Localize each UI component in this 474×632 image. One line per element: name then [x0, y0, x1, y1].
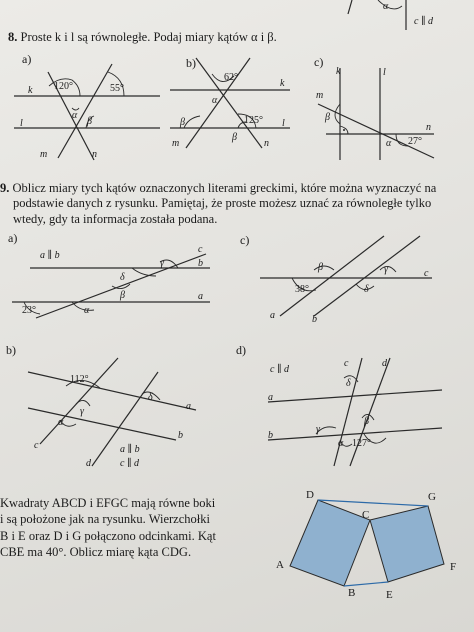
task9-number: 9. — [0, 181, 10, 195]
alpha: α — [338, 438, 344, 449]
segment-dg — [318, 500, 428, 506]
label-m: m — [40, 149, 48, 160]
gamma: γ — [384, 264, 388, 275]
dot — [343, 129, 345, 131]
angle-23: 23° — [22, 305, 36, 316]
angle-27: 27° — [408, 136, 422, 147]
vertex-f: F — [450, 561, 457, 573]
line-c — [36, 254, 206, 318]
sub-label: a) — [8, 231, 18, 245]
label-b: b — [198, 258, 203, 269]
vertex-a: A — [276, 559, 284, 571]
square-abcd — [290, 500, 370, 586]
delta: δ — [364, 284, 369, 295]
label-a: a — [270, 310, 275, 321]
square-efgc — [370, 506, 444, 582]
gamma: γ — [80, 406, 84, 417]
delta: δ — [346, 378, 351, 389]
vertex-d: D — [306, 489, 314, 501]
beta: β — [120, 290, 125, 301]
label-b: b — [178, 430, 183, 441]
alpha: α — [58, 417, 64, 428]
delta: δ — [120, 272, 125, 283]
angle-125: 125° — [244, 115, 263, 126]
alpha: α — [84, 305, 90, 316]
label-k: k — [336, 66, 341, 77]
label-m: m — [172, 138, 180, 149]
label-k: k — [28, 85, 33, 96]
gamma: γ — [160, 258, 164, 269]
task9-line-3: wtedy, gdy ta informacja została podana. — [13, 211, 218, 226]
figure-8a — [14, 64, 160, 160]
label-a: a — [268, 392, 273, 403]
arc-gamma — [380, 266, 396, 272]
line-b — [314, 236, 420, 316]
parallel-ab: a ∥ b — [120, 444, 140, 455]
figure-10-squares — [276, 489, 456, 601]
beta: β — [325, 112, 330, 123]
vertex-b: B — [348, 587, 356, 599]
angle-38: 38° — [295, 284, 309, 295]
top-arc — [378, 0, 402, 9]
parallel-label: c ∥ d — [270, 364, 290, 375]
figure-8c — [314, 55, 434, 160]
label-b: b — [268, 430, 273, 441]
beta-2: β — [232, 132, 237, 143]
top-partial-figure — [348, 0, 434, 30]
top-cd-label: c ∥ d — [414, 16, 434, 27]
task8-heading — [8, 30, 277, 45]
arc-27 — [396, 134, 408, 146]
angle-112: 112° — [70, 374, 89, 385]
task9-line-2: podstawie danych z rysunku. Pamiętaj, że proste możesz uznać za równoległe tylko — [13, 196, 432, 211]
beta: β — [318, 262, 323, 273]
alpha: α — [386, 138, 392, 149]
label-c: c — [424, 268, 429, 279]
label-c: c — [198, 244, 203, 255]
label-a: a — [186, 401, 191, 412]
angle-62: 62° — [224, 72, 238, 83]
label-m: m — [316, 90, 324, 101]
line-m — [186, 58, 250, 148]
sub-label: b) — [6, 343, 16, 357]
line-a — [28, 372, 196, 410]
label-n: n — [264, 138, 269, 149]
angle-55: 55° — [110, 83, 124, 94]
arc-beta1 — [184, 116, 200, 128]
task10-line-2: i są położone jak na rysunku. Wierzchołki — [0, 512, 210, 527]
alpha: α — [212, 95, 218, 106]
task10-line-4: CBE ma 40°. Oblicz miarę kąta CDG. — [0, 544, 192, 559]
task9-line-1: Oblicz miary tych kątów oznaczonych literami greckimi, które można wyznaczyć na — [12, 181, 437, 195]
vertex-e: E — [386, 589, 393, 601]
line-c — [40, 358, 118, 444]
label-c: c — [344, 358, 349, 369]
label-k: k — [280, 78, 285, 89]
task10-text — [0, 495, 270, 560]
sub-label: c) — [314, 55, 324, 69]
label-d: d — [382, 358, 387, 369]
beta-1: β — [180, 117, 185, 128]
figure-9b — [6, 343, 196, 469]
task10-line-3: B i E oraz D i G połączono odcinkami. Kąt — [0, 528, 216, 543]
label-l: l — [20, 118, 23, 129]
task8a-label: a) — [22, 52, 32, 66]
sub-label: c) — [240, 233, 250, 247]
delta: δ — [148, 392, 153, 403]
beta: β — [364, 416, 369, 427]
line-d — [350, 358, 390, 466]
label-l: l — [282, 118, 285, 129]
top-alpha: α — [383, 1, 389, 12]
alpha: α — [72, 110, 78, 121]
figure-8b — [170, 56, 290, 149]
angle-127: 127° — [352, 438, 371, 449]
line-a — [268, 390, 442, 402]
segment-be — [344, 582, 388, 586]
vertex-c: C — [362, 509, 370, 521]
figure-9a — [8, 231, 210, 318]
task10-line-1: Kwadraty ABCD i EFGC mają równe boki — [0, 496, 216, 510]
figure-9d — [236, 343, 442, 466]
label-n: n — [92, 149, 97, 160]
arc-beta — [314, 266, 334, 270]
gamma: γ — [316, 424, 320, 435]
top-line-1 — [348, 0, 352, 14]
vertex-g: G — [428, 491, 436, 503]
figure-9c — [240, 233, 432, 325]
sub-label: b) — [186, 56, 196, 70]
beta: β — [87, 116, 92, 127]
line-b — [28, 408, 176, 440]
label-d: d — [86, 458, 91, 469]
label-l: l — [383, 67, 386, 78]
label-a: a — [198, 291, 203, 302]
line-c — [334, 358, 362, 466]
task8-text: Proste k i l są równoległe. Podaj miary kątów α i β. — [20, 30, 277, 44]
label-n: n — [426, 122, 431, 133]
parallel-cd: c ∥ d — [120, 458, 140, 469]
label-c: c — [34, 440, 39, 451]
line-a — [280, 236, 384, 316]
task9-heading — [0, 181, 470, 227]
sub-label: d) — [236, 343, 246, 357]
angle-120: 120° — [54, 81, 73, 92]
label-b: b — [312, 314, 317, 325]
task8-number: 8. — [8, 30, 18, 44]
parallel-label: a ∥ b — [40, 250, 60, 261]
